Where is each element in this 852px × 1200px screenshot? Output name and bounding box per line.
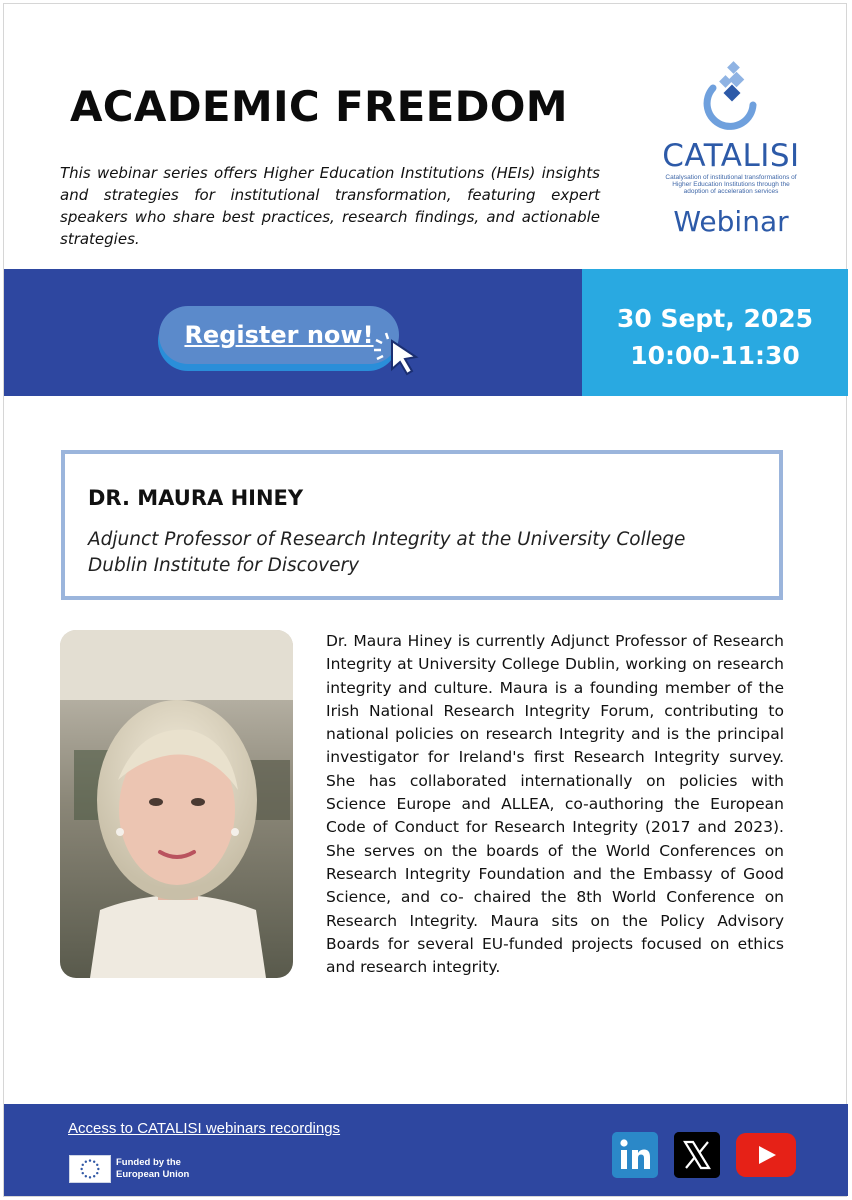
speaker-bio: Dr. Maura Hiney is currently Adjunct Professor of Research Integrity at University College Dublin, working on research integrity and culture. Maura is a founding member of the Irish National Research Integrity Forum, contributing to national policies on research Integrity and is the principal investigator for Ireland's first Research Integrity survey. She has collaborated internationally on policies with Science Europe and ALLEA, co-authoring the European Code of Conduct for Research Integrity (2017 and 2023). She serves on the boards of the World Conferences on Research Integrity Foundation and the Embassy of Good Science, and co- chaired the 8th World Conference on Research Integrity. Maura sits on the Policy Advisory Boards for several EU-funded projects focused on ethics and research integrity.: [326, 632, 784, 977]
event-date: 30 Sept, 2025: [616, 304, 814, 333]
speaker-name: DR. MAURA HINEY: [88, 486, 304, 510]
intro-text: This webinar series offers Higher Education Institutions (HEIs) insights and strategies for institutional transformation, featuring expert speakers who share best practices, research findings, and actionable strategies.: [60, 164, 600, 248]
register-button[interactable]: Register now!: [159, 306, 399, 364]
x-icon[interactable]: [674, 1132, 720, 1178]
catalisi-mark-icon: [691, 60, 771, 140]
eu-flag-icon: [69, 1155, 111, 1183]
speaker-role: Adjunct Professor of Research Integrity at the University College Dublin Institute for Discovery: [88, 529, 686, 576]
footer: [4, 1104, 848, 1196]
webinar-label: Webinar: [673, 205, 789, 238]
cursor-click-icon: [372, 330, 422, 376]
linkedin-icon[interactable]: [612, 1132, 658, 1178]
event-time: 10:00-11:30: [630, 341, 800, 370]
catalisi-logo: [660, 60, 802, 260]
speaker-photo: [60, 630, 293, 978]
page-title: ACADEMIC FREEDOM: [70, 82, 568, 131]
recordings-link[interactable]: Access to CATALISI webinars recordings: [68, 1120, 341, 1137]
brand-name: CATALISI: [662, 138, 800, 174]
youtube-icon[interactable]: [736, 1133, 796, 1177]
brand-tagline: Catalysation of institutional transformations of Higher Education Institutions through the adoption of acceleration services: [665, 174, 797, 195]
eu-funding-text: Funded by the European Union: [116, 1157, 190, 1180]
